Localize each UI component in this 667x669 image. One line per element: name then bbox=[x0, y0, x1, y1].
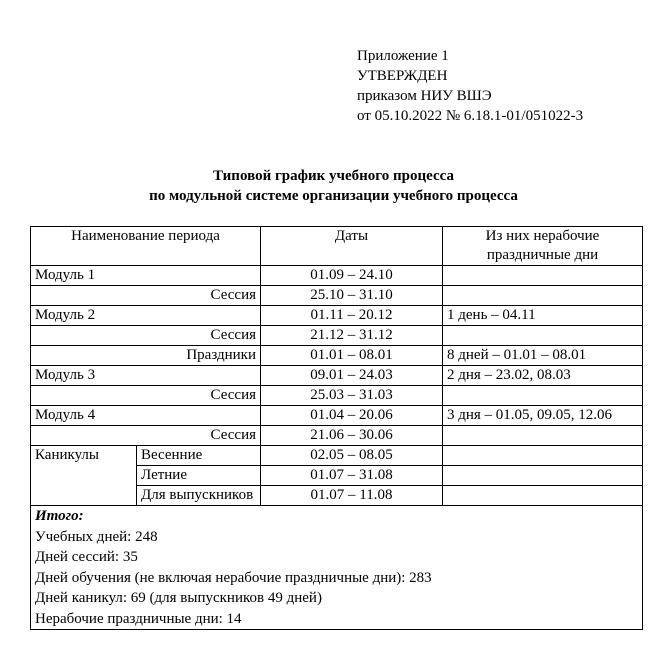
table-row bbox=[31, 326, 643, 346]
row-dates: 01.01 – 08.01 bbox=[261, 346, 443, 366]
table-row bbox=[31, 286, 643, 306]
vacation-name: Для выпускников bbox=[137, 486, 261, 506]
totals-heading: Итого: bbox=[35, 508, 84, 524]
row-dates: 21.12 – 31.12 bbox=[261, 326, 443, 346]
vacation-holidays bbox=[443, 486, 643, 506]
header-period: Наименование периода bbox=[31, 227, 261, 266]
schedule-table bbox=[30, 226, 643, 630]
row-name: Сессия bbox=[31, 326, 261, 346]
row-holidays: 3 дня – 01.05, 09.05, 12.06 bbox=[443, 406, 643, 426]
row-dates: 01.09 – 24.10 bbox=[261, 266, 443, 286]
table-header-row bbox=[31, 227, 643, 266]
document-title bbox=[0, 166, 667, 206]
row-holidays bbox=[443, 326, 643, 346]
vacation-name: Летние bbox=[137, 466, 261, 486]
row-dates: 01.04 – 20.06 bbox=[261, 406, 443, 426]
totals-line: Дней сессий: 35 bbox=[35, 549, 138, 565]
header-dates: Даты bbox=[261, 227, 443, 266]
header-holidays: Из них нерабочие праздничные дни bbox=[443, 227, 643, 266]
row-name: Сессия bbox=[31, 286, 261, 306]
row-holidays bbox=[443, 266, 643, 286]
row-dates: 01.11 – 20.12 bbox=[261, 306, 443, 326]
vacation-dates: 01.07 – 31.08 bbox=[261, 466, 443, 486]
table-row bbox=[31, 366, 643, 386]
row-name: Сессия bbox=[31, 386, 261, 406]
row-name: Сессия bbox=[31, 426, 261, 446]
totals-line: Дней каникул: 69 (для выпускников 49 дней) bbox=[35, 590, 322, 606]
row-holidays bbox=[443, 426, 643, 446]
row-name: Модуль 2 bbox=[31, 306, 261, 326]
row-dates: 25.10 – 31.10 bbox=[261, 286, 443, 306]
totals-cell bbox=[31, 506, 643, 630]
vacation-row bbox=[31, 446, 643, 466]
row-name: Модуль 4 bbox=[31, 406, 261, 426]
approval-line-approved: УТВЕРЖДЕН bbox=[357, 68, 448, 84]
vacation-dates: 01.07 – 11.08 bbox=[261, 486, 443, 506]
row-dates: 09.01 – 24.03 bbox=[261, 366, 443, 386]
approval-line-date-number: от 05.10.2022 № 6.18.1-01/051022-3 bbox=[357, 108, 584, 124]
vacation-name: Весенние bbox=[137, 446, 261, 466]
title-line-1: Типовой график учебного процесса bbox=[213, 168, 454, 184]
row-holidays: 8 дней – 01.01 – 08.01 bbox=[443, 346, 643, 366]
title-line-2: по модульной системе организации учебного процесса bbox=[149, 188, 518, 204]
table-row bbox=[31, 306, 643, 326]
vacation-dates: 02.05 – 08.05 bbox=[261, 446, 443, 466]
vacation-holidays bbox=[443, 446, 643, 466]
row-holidays: 2 дня – 23.02, 08.03 bbox=[443, 366, 643, 386]
approval-block bbox=[357, 46, 583, 126]
row-holidays bbox=[443, 386, 643, 406]
row-name: Праздники bbox=[31, 346, 261, 366]
table-row bbox=[31, 386, 643, 406]
totals-row bbox=[31, 506, 643, 630]
table-row bbox=[31, 406, 643, 426]
table-row bbox=[31, 266, 643, 286]
row-dates: 25.03 – 31.03 bbox=[261, 386, 443, 406]
table-row bbox=[31, 346, 643, 366]
vacation-holidays bbox=[443, 466, 643, 486]
totals-line: Нерабочие праздничные дни: 14 bbox=[35, 610, 242, 627]
approval-line-order: приказом НИУ ВШЭ bbox=[357, 88, 492, 104]
row-name: Модуль 1 bbox=[31, 266, 261, 286]
row-holidays bbox=[443, 286, 643, 306]
totals-line: Дней обучения (не включая нерабочие праздничные дни): 283 bbox=[35, 569, 432, 586]
row-dates: 21.06 – 30.06 bbox=[261, 426, 443, 446]
row-name: Модуль 3 bbox=[31, 366, 261, 386]
totals-line: Учебных дней: 248 bbox=[35, 528, 158, 545]
row-holidays: 1 день – 04.11 bbox=[443, 306, 643, 326]
vacations-label: Каникулы bbox=[31, 446, 137, 506]
approval-line-appendix: Приложение 1 bbox=[357, 48, 449, 64]
table-row bbox=[31, 426, 643, 446]
